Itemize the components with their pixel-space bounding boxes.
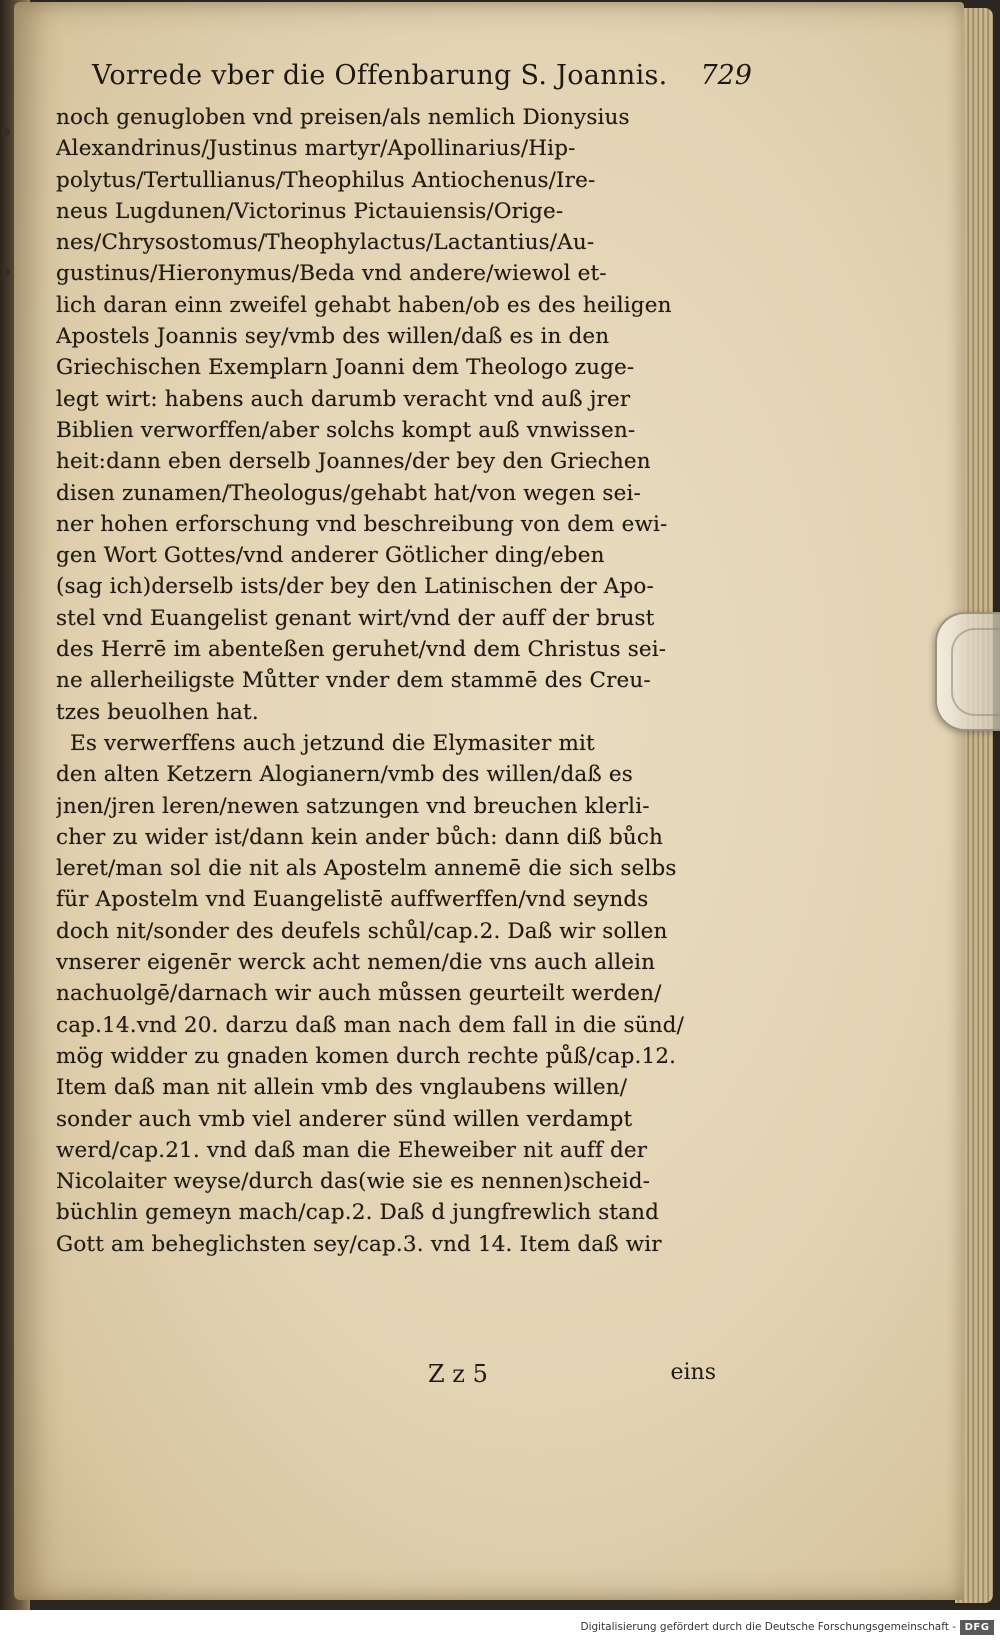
signature-mark: Z z 5 [428, 1360, 488, 1388]
text-line: vnserer eigenēr werck acht nemen/die vns auch allein [56, 950, 656, 976]
text-line: gustinus/Hieronymus/Beda vnd andere/wiewol et- [56, 261, 607, 287]
page-clip-inner [951, 628, 1000, 716]
text-line: büchlin gemeyn mach/cap.2. Daß d jungfrewlich stand [56, 1200, 660, 1226]
text-line: Griechischen Exemplarn Joanni dem Theologo zuge- [56, 355, 635, 381]
text-line: tzes beuolhen hat. [56, 699, 259, 725]
text-line: legt wirt: habens auch darumb veracht vnd auß jrer [56, 386, 631, 412]
catchword: eins [670, 1360, 716, 1385]
text-line: cap.14.vnd 20. darzu daß man nach dem fall in die sünd/ [56, 1012, 684, 1038]
text-line: stel vnd Euangelist genant wirt/vnd der auff der brust [56, 605, 655, 631]
text-line: für Apostelm vnd Euangelistē auffwerffen/vnd seynds [56, 887, 649, 913]
text-line: cher zu wider ist/dann kein ander bůch: dann diß bůch [56, 824, 664, 850]
dfg-logo: DFG [960, 1620, 994, 1635]
text-line: doch nit/sonder des deufels schůl/cap.2. Daß wir sollen [56, 918, 668, 944]
running-head: Vorrede vber die Offenbarung S. Joannis. [92, 60, 668, 91]
margin-mark [2, 128, 10, 136]
text-line: nachuolgē/darnach wir auch můssen geurteilt werden/ [56, 981, 662, 1007]
text-line: ner hohen erforschung vnd beschreibung von dem ewi- [56, 511, 668, 537]
funding-credit: Digitalisierung gefördert durch die Deutsche Forschungsgemeinschaft - [580, 1621, 956, 1633]
text-line: polytus/Tertullianus/Theophilus Antiochenus/Ire- [56, 167, 596, 193]
text-line: heit:dann eben derselb Joannes/der bey den Griechen [56, 449, 651, 475]
text-line: ne allerheiligste Můtter vnder dem stammē des Creu- [56, 668, 651, 694]
text-line: werd/cap.21. vnd daß man die Eheweiber nit auff der [56, 1137, 648, 1163]
text-line: neus Lugdunen/Victorinus Pictauiensis/Orige- [56, 198, 564, 224]
page-foot [56, 1360, 716, 1400]
margin-mark [2, 268, 10, 276]
text-line: den alten Ketzern Alogianern/vmb des willen/daß es [56, 762, 633, 788]
body-text [56, 102, 716, 1260]
text-line: lich daran einn zweifel gehabt haben/ob es des heiligen [56, 292, 672, 318]
text-line: disen zunamen/Theologus/gehabt hat/von wegen sei- [56, 480, 641, 506]
text-line: leret/man sol die nit als Apostelm annemē die sich selbs [56, 856, 677, 882]
text-line: Biblien verworffen/aber solchs kompt auß vnwissen- [56, 417, 636, 443]
text-line: Gott am beheglichsten sey/cap.3. vnd 14. Item daß wir [56, 1231, 662, 1257]
text-line: jnen/jren leren/newen satzungen vnd breuchen klerli- [56, 793, 650, 819]
text-line: Apostels Joannis sey/vmb des willen/daß es in den [56, 324, 610, 350]
page-header [92, 60, 752, 104]
text-line: gen Wort Gottes/vnd anderer Götlicher ding/eben [56, 543, 605, 569]
text-line: des Herrē im abenteßen geruhet/vnd dem Christus sei- [56, 637, 667, 663]
page-clip [935, 612, 1000, 731]
text-line: Nicolaiter weyse/durch das(wie sie es nennen)scheid- [56, 1169, 651, 1195]
text-line: noch genugloben vnd preisen/als nemlich Dionysius [56, 105, 630, 130]
text-line: sonder auch vmb viel anderer sünd willen verdampt [56, 1106, 633, 1132]
text-line: Alexandrinus/Justinus martyr/Apollinarius/Hip- [56, 136, 576, 162]
page-number: 729 [700, 60, 752, 91]
text-line: (sag ich)derselb ists/der bey den Latinischen der Apo- [56, 574, 654, 600]
text-line: Es verwerffens auch jetzund die Elymasiter mit [70, 730, 595, 756]
text-line: nes/Chrysostomus/Theophylactus/Lactantius/Au- [56, 230, 595, 256]
text-line: mög widder zu gnaden komen durch rechte půß/cap.12. [56, 1043, 677, 1069]
text-line: Item daß man nit allein vmb des vnglaubens willen/ [56, 1075, 628, 1101]
footer-bar [0, 1610, 1000, 1645]
